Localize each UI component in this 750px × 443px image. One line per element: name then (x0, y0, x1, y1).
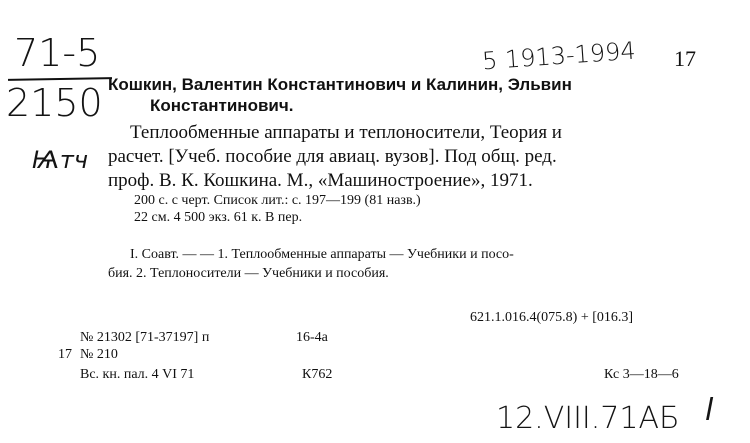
physical-description-line-1: 200 с. с черт. Список лит.: с. 197—199 (81 назв.) (134, 193, 421, 208)
handwritten-call-number-top: 71-5 (14, 31, 101, 75)
classification-index: 621.1.016.4(075.8) + [016.3] (470, 310, 634, 325)
title-line-3: проф. В. К. Кошкина. М., «Машиностроение», 1971. (108, 170, 533, 191)
handwritten-margin-note: Ѩтч (32, 146, 88, 174)
book-chamber-code: К762 (302, 367, 333, 382)
subject-tracings-line-2: бия. 2. Теплоносители — Учебники и пособия. (108, 266, 389, 281)
registration-prefix: 17 (58, 347, 72, 362)
title-line-2: расчет. [Учеб. пособие для авиац. вузов]. Под общ. ред. (108, 146, 557, 167)
handwritten-bottom-initial: l (705, 393, 714, 428)
registration-order-number: № 210 (80, 347, 118, 362)
subject-tracings-line-1: I. Соавт. — — 1. Теплообменные аппараты — Учебники и посо- (130, 247, 514, 262)
registration-code: 16-4а (296, 330, 328, 345)
authors-line-1: Кошкин, Валентин Константинович и Калинин, Эльвин (108, 75, 572, 94)
book-chamber-note: Вс. кн. пал. 4 VI 71 (80, 367, 195, 382)
registration-number: № 21302 [71-37197] п (80, 330, 210, 345)
authors-line-2: Константинович. (150, 96, 294, 115)
title-line-1: Теплообменные аппараты и теплоносители, Теория и (130, 122, 562, 143)
card-number: 17 (674, 46, 696, 71)
handwritten-bottom-date: 12.VIII.71АБ (496, 401, 680, 436)
physical-description-line-2: 22 см. 4 500 экз. 61 к. В пер. (134, 210, 303, 225)
card-set-code: Кс 3—18—6 (604, 367, 679, 382)
handwritten-year-range: 5 1913-1994 (481, 36, 637, 76)
handwritten-call-number-bottom: 2150 (6, 81, 103, 125)
